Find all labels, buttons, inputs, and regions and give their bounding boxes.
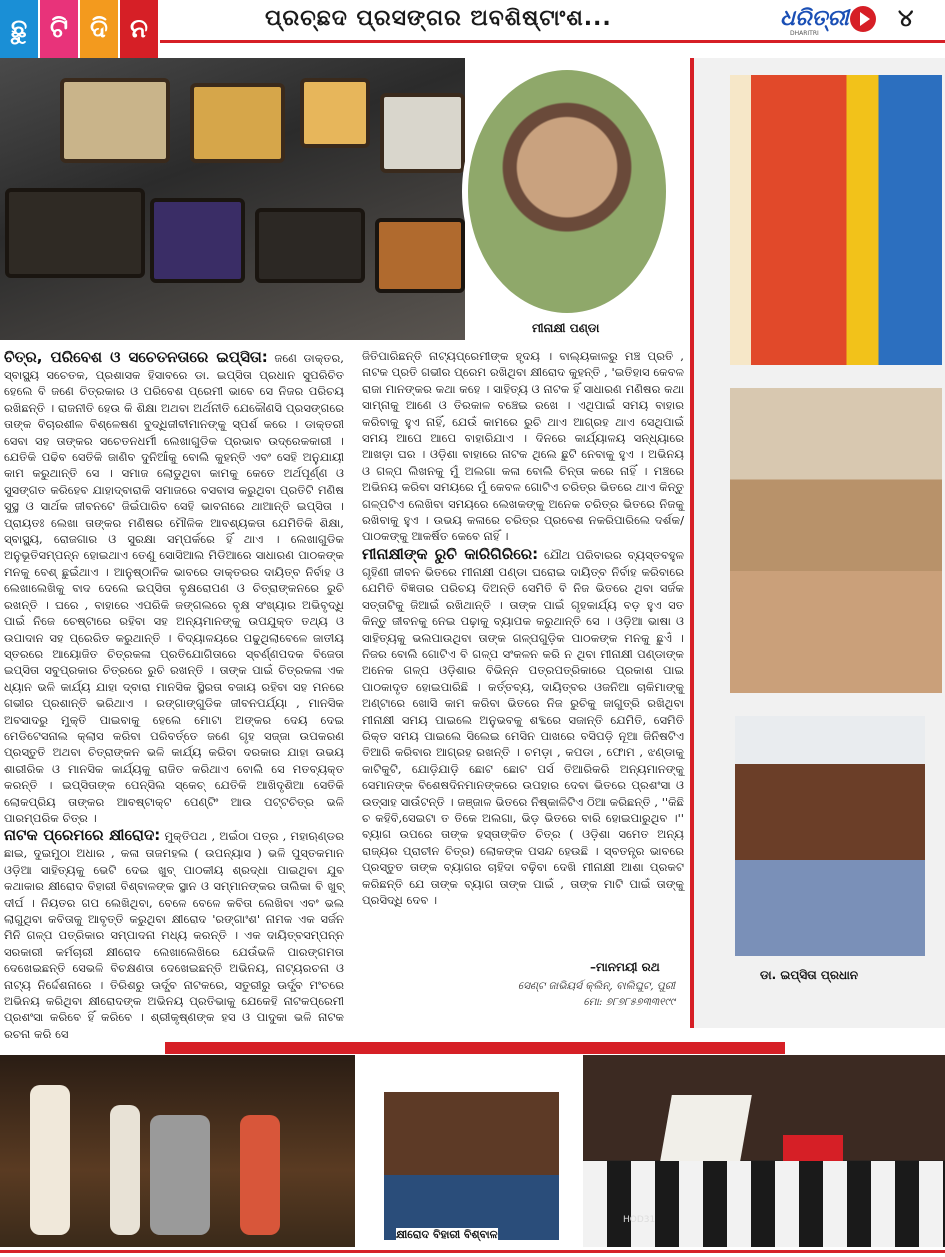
section-heading: ନାଟକ ପ୍ରେମରେ କ୍ଷୀରୋଦ: [4,826,161,845]
logo-letter: ଛୁ [0,0,40,58]
author-phone: ମୋ: ୭୮୭୮୫୭୩୩୧୯୯ [583,996,675,1008]
photo-watermark: HOD31 [623,1215,656,1225]
portrait-caption: ମୀନାକ୍ଷୀ ପଣ୍ଡା [528,321,603,336]
footer-rule [0,1250,945,1253]
doctor-photo [735,716,925,956]
article-paragraph: ଜିତିପାରିଛନ୍ତି ନାଟ୍ୟପ୍ରେମୀଙ୍କ ହୃଦୟ । ବାଲ୍ୟକାଳରୁ ମଞ୍ଚ ପ୍ରତି , ନାଟକ ପ୍ରତି ଗଭୀର ପ୍ରେମ ରଖିଥିବା କ୍ଷୀରୋଦ କୁହନ୍ତି , 'ଇତିହାସ କେବଳ ରାଜା ମାନଙ୍କର କଥା କହେ । ସାହିତ୍ୟ ଓ ନାଟକ ହିଁ ସାଧାରଣ ମଣିଷର କଥା ସାମ୍ନାକୁ ଆଣେ ଓ ତିରକାଳ ବଞ୍ଚେଇ ରଖେ । ଏଥିପାଇଁ ସମୟ ବାହାର କରିବାକୁ ହୁଏ ନାହିଁ, ଯେଉଁ କାମରେ ରୁଚି ଥାଏ ଆଗ୍ରହ ଥାଏ ସେଥିପାଇଁ ସମୟ ଆପେ ଆପେ ବାହାରିଯାଏ । ଦିନରେ କାର୍ଯ୍ୟାଳୟ ସନ୍ଧ୍ୟାରେ ଆଖଡ଼ା ଘର । ଓଡ଼ିଶା ବାହାରେ ନାଟକ ଥିଲେ ଛୁଟି ନେବାକୁ ହୁଏ । ଅଭିନୟ ଓ ଗଳ୍ପ ଲିଖନକୁ ମୁଁ ଅଲଗା କଳା ବୋଲି ଚିନ୍ତା କରେ ନାହିଁ । ମଞ୍ଚରେ ଅଭିନୟ କରିବା ସମୟରେ ମୁଁ କେବଳ ଗୋଟିଏ ଚରିତ୍ର ଭିତରେ ଥାଏ କିନ୍ତୁ ଗଳ୍ପଟିଏ ଲେଖିବା ସମୟରେ ଲେଖକଙ୍କୁ ଅନେକ ଚରିତ୍ର ଭିତରେ ନିଜକୁ ରଖିବାକୁ ହୁଏ । ଉଭୟ କଳାରେ ଚରିତ୍ର ପ୍ରବେଶ ନକରିପାରିଲେ ଦର୍ଶକ/ପାଠକଙ୍କୁ ଆକର୍ଷିତ କେବେ ନାହିଁ । [362,349,684,544]
header-rule [160,40,945,43]
section-logo [0,0,160,58]
section-heading: ଚିତ୍ର, ପରିବେଶ ଓ ସଚେତନତାରେ ଇପ୍ସିତା: [4,348,268,366]
doctor-caption: ଡା. ଇପ୍ସିତା ପ୍ରଧାନ [760,968,859,982]
article-paragraph: ଜଣେ ଡାକ୍ତର, ସ୍ବାସ୍ଥ୍ୟ ସଚେତକ, ପ୍ରଶାସକ ହିସାବରେ ଡା. ଇପ୍ସିତା ପ୍ରଧାନ ସୁପରିଚିତ ହେଲେ ବି ଜଣେ ଚିତ୍ରକାର ଓ ପରିବେଶ ପ୍ରେମୀ ଭାବେ ସେ ନିଜର ପରିଚୟ ରଖିଛନ୍ତି । ରାଜନୀତି ହେଉ କି ଶିକ୍ଷା ଅଥବା ଅର୍ଥନୀତି ଯେକୌଣସି ପ୍ରସଙ୍ଗରେ ତାଙ୍କ ବିଚାରଶୀଳ ବିଶ୍ଳେଷଣ ବୁଦ୍ଧିଜୀବୀମାନଙ୍କୁ ସ୍ପର୍ଶ କରେ । ଡାକ୍ତରୀ ସେବା ସହ ତାଙ୍କର ସଚେତନଧର୍ମୀ ଲେଖାଗୁଡିକ ପ୍ରଭାବ ଉଦ୍ରେକକାରୀ । ଯେତିକି ପଢିବ ସେତିକି ଜାଣିବ ଦୁନିଆଁକୁ ବୋଲି କୁହନ୍ତି ଏବଂ ସେହି ଅନୁଯାୟୀ କାମ କରୁଥାନ୍ତି ସେ । ସମାଜ ଲୋଡୁଥିବା କାମକୁ କେତେ ଅର୍ଥପୂର୍ଣ୍ଣ ଓ ସୁସଙ୍ଗତ କରିହେବ ଯାହାଦ୍ବାରାକି ସମାଜରେ ବସବାସ କରୁଥିବା ପ୍ରତିଟି ମଣିଷ ସୁସ୍ଥ ଓ ସାର୍ଥକ ଜୀବନଟେ ଜିଇଁପାରିବ ସେହି ଭାବନାରେ ଥାଆନ୍ତି ଇପ୍ସିତା । ପ୍ରାୟତଃ ଲେଖା ତାଙ୍କର ମଣିଷର ମୌଳିକ ଆବଶ୍ୟକତା ଯେମିତିକି ଶିକ୍ଷା, ସ୍ବାସ୍ଥ୍ୟ, ରୋଜଗାର ଓ ସୁରକ୍ଷା ସମ୍ପର୍କରେ ହିଁ ଥାଏ । ଲେଖାଗୁଡିକ ଅନୁଭୂତିସମ୍ପନ୍ନ ହୋଇଥାଏ ତେଣୁ ସୋସିଆଲ ମିଡିଆରେ ସାଧାରଣ ପାଠକଙ୍କ ମନକୁ ବେଶ୍ ଛୁଇଁଥାଏ । ଆନୁଷ୍ଠାନିକ ଭାବରେ ଡାକ୍ତରର ଦାୟିତ୍ବ ନିର୍ବାହ ଓ ଲେଖାଲେଖିକୁ ବାଦ ଦେଲେ ଇପ୍ସିତା ବୃକ୍ଷରୋପଣ ଓ ଚିତ୍ରାଙ୍କନରେ ରୁଚି ରଖନ୍ତି । ଘରେ , ବାହାରେ ଏପରିକି ଜଙ୍ଗଲରେ ବୃକ୍ଷ ସଂଖ୍ୟାର ଅଭିବୃଦ୍ଧି ପାଇଁ ନିଜେ ଚେଷ୍ଟାରେ ରହିବା ସହ ଅନ୍ୟମାନଙ୍କୁ ଉପଯୁକ୍ତ ତଥ୍ୟ ଓ ଉପାଦାନ ସହ ପ୍ରେରିତ କରୁଥାନ୍ତି । ବିଦ୍ୟାଳୟରେ ପଢୁଥିଲାବେଳେ ଜାତୀୟ ସ୍ତରରେ ଆୟୋଜିତ ଚିତ୍ରକଳା ପ୍ରତିଯୋଗିତାରେ ସ୍ବର୍ଣ୍ଣପଦକ ବିଜେତା ଇପ୍ସିତା ସବୁପ୍ରକାର ଚିତ୍ରରେ ରୁଚି ରଖନ୍ତି । ତାଙ୍କ ପାଇଁ ଚିତ୍ରକଳା ଏକ ଧ୍ୟାନ ଭଳି କାର୍ଯ୍ୟ ଯାହା ଦ୍ବାରା ମାନସିକ ସ୍ଥିରତା ବଜାୟ ରହିବା ସହ ମନରେ ଗଭୀର ପ୍ରଶାନ୍ତି ଭରିଥାଏ । ରଙ୍ଗାଙ୍ଗୁଡିକ ଜୀବନପର୍ଯ୍ୟା , ମାନସିକ ଅବସାଦରୁ ମୁକ୍ତି ପାଇବାକୁ ହେଲେ ମୋଟା ଅଙ୍କର ଦେୟ ଦେଇ ମେଡିଟେସନାଲ କ୍ଲାସ କରିବା ପରିବର୍ତ୍ତେ ଜଣେ ଗୃହ ସଜ୍ଜା ଉପକରଣ ପ୍ରସ୍ତୁତି ଅଥବା ଚିତ୍ରାଙ୍କନ ଭଳି କାର୍ଯ୍ୟ କରିବା ଦରକାର ଯାହା ଉଭୟ ଶାରୀରିକ ଓ ମାନସିକ କାର୍ଯ୍ୟକୁ ରାଜିତ କରିଥାଏ ବୋଲି ସେ ମତବ୍ୟକ୍ତ କରନ୍ତି । ଇପ୍ସିତାଙ୍କ ପେନ୍ସିଲ ସ୍କେଚ୍ ଯେତିକି ଆଖିଦୃଶିଆ ସେତିକି ଲୋକପ୍ରିୟ ତାଙ୍କର ଆବଷ୍ଟାକ୍ଟ ପେଣ୍ଟିଂ ଆଉ ପଟ୍ଟଚିତ୍ର ଭଳି ପାରମ୍ପରିକ ଚିତ୍ର । [4,351,344,825]
article-paragraph: ମୁକ୍ତିପଥ , ଅଇଁଠା ପତ୍ର , ମହାଋଣ୍ଡର ଛାଇ, ଦୁଇମୁଠା ଅଧାର , କଳା ତାଜମହଲ ( ଉପନ୍ୟାସ ) ଭଳି ପୁସ୍ତକମାନ ଓଡ଼ିଆ ସାହିତ୍ୟକୁ ଭେଟି ଦେଇ ଖୁବ୍ ପାଠକୀୟ ଶ୍ରଦ୍ଧା ପାଇଥିବା ଯୁବ କଥାକାର କ୍ଷୀରୋଦ ବିହାରୀ ବିଶ୍ବାଳଙ୍କ ସ୍ଥାନ ଓ ସମ୍ମାନଙ୍କର ତାଲିକା ବି ଖୁବ୍ ଦୀର୍ଘ । ନିୟତର ଗପ ଲେଖିଥିବା, ବେଳେ ବେଳେ କବିତା ଲେଖିବା ଏବଂ ଭଲ ଲାଗୁଥିବା କବିତାକୁ ଆବୃତ୍ତି କରୁଥିବା କ୍ଷୀରୋଦ 'ରଙ୍ଗାଂଶ' ନାମକ ଏକ ସର୍ଜନ ମିନି ଗଳ୍ପ ପତ୍ରିକାର ସମ୍ପାଦନା ମଧ୍ୟ କରନ୍ତି । ଏକ ଦାୟିତ୍ବସମ୍ପନ୍ନ ସରକାରୀ କର୍ମଚାରୀ କ୍ଷୀରୋଦ ଲେଖାଲେଖିରେ ଯେଉଁଭଳି ପାରଙ୍ଗମତା ଦେଖେଇଛନ୍ତି ସେଭଳି ବିଚକ୍ଷଣତା ଦେଖେଇଛନ୍ତି ଅଭିନୟ, ନାଟ୍ୟରଚନା ଓ ନାଟ୍ୟ ନିର୍ଦ୍ଦେଶନାରେ । ତିରିଶରୁ ଊର୍ଦ୍ଧ୍ବ ନାଟକରେ, ସତୁରୀରୁ ଊର୍ଦ୍ଧ୍ବ ମଂଚରେ ଅଭିନୟ କରିଥିବା କ୍ଷୀରୋଦଙ୍କ ଅଭିନୟ ପ୍ରତିଭାକୁ ଯେକେହି ନାଟକପ୍ରେମୀ ପ୍ରଶଂସା କରିବେ ହିଁ କରିବେ । ଶ୍ରୀକୃଷ୍ଣଙ୍କ ହସ ଓ ପାଦୁକା ଭଳି ନାଟକ ରଚନା କରି ସେ [4,829,344,1041]
actor-caption: କ୍ଷୀରୋଦ ବିହାରୀ ବିଶ୍ବାଳ [396,1228,498,1241]
logo-letter: ଦି [80,0,120,58]
handbags-photo [0,58,465,340]
author-signature: –ମାନମୟୀ ରଥ [590,960,660,974]
stage-scene-photo [583,1055,945,1247]
painting-photo [730,75,942,365]
page-number: ୪ [898,4,914,32]
logo-letter: ନ [120,0,160,58]
section-heading: ମୀନାକ୍ଷୀଙ୍କ ରୁଚି କାରିଗିରିରେ: [362,544,539,563]
article-column-1 [4,348,344,1042]
portrait-photo [462,64,672,319]
brand-name: ଧରିତ୍ରୀ [780,6,849,31]
logo-letter: ଟି [40,0,80,58]
article-paragraph: ଯୌଥ ପରିବାରର ବ୍ୟସ୍ତବହୁଳ ଗୃହିଣୀ ଜୀବନ ଭିତରେ ମୀନାକ୍ଷୀ ପଣ୍ଡା ଘରୋଇ ଦାୟିତ୍ବ ନିର୍ବାହ କରିବାରେ ଯେମିତି ବିଜ୍ଞତାର ପରିଚୟ ଦିଅନ୍ତି ସେମିତି ବି ନିଜ ଭିତରେ ଥିବା ସର୍ଜକ ସତ୍ତାଟିକୁ ଜିଆଇଁ ରଖିଥାନ୍ତି । ତାଙ୍କ ପାଇଁ ଗୃହକାର୍ଯ୍ୟ ବଡ଼ ହୁଏ ସତ କିନ୍ତୁ ଜୀବନକୁ ନେଇ ପଢ଼ାକୁ ବ୍ୟାପକ କରୁଥାନ୍ତି ସେ । ଓଡ଼ିଆ ଭାଷା ଓ ସାହିତ୍ୟକୁ ଭଲପାଉଥିବା ତାଙ୍କ ଗଳ୍ପଗୁଡ଼ିକ ପାଠକଙ୍କ ମନକୁ ଛୁଏଁ । ନିଜର ବୋଲି ଗୋଟିଏ ବି ଗଳ୍ପ ସଂକଳନ କରି ନ ଥିବା ମୀନାକ୍ଷୀ ପଣ୍ଡାଙ୍କ ଅନେକ ଗଳ୍ପ ଓଡ଼ିଶାର ବିଭିନ୍ନ ପତ୍ରପତ୍ରିକାରେ ପ୍ରକାଶ ପାଇ ପାଠକାଦୃତ ହୋଇପାରିଛି । କର୍ତ୍ତବ୍ୟ, ଦାୟିତ୍ବର ଓଜନିଆ ଚାକିମାଙ୍କୁ ଅଣ୍ଟାରେ ଖୋସି କାମ କରିବା ଭିତରେ ନିଜ ରୁଚିକୁ ଜାଗୁତ୍ରି ରଖିଥିବା ମୀନାକ୍ଷୀ ସମୟ ପାଇଲେ ଅନୁଭବକୁ ଶବ୍ଦରେ ସଜାନ୍ତି ଯେମିତି, ସେମିତି ରିକ୍ତ ସମୟ ପାଇଲେ ସିଲେଇ ମେସିନ ପାଖରେ ବସିପଡ଼ି ନୂଆ ଜିନିଷଟିଏ ତିଆରି କରିବାର ଆଗ୍ରହ ରଖନ୍ତି । ଚମଡ଼ା , କପଡା , ଫୋମ , ଝଣ୍ଡାକୁ କାଟିକୁଟି, ଯୋଡ଼ିଯାଡ଼ି ଛୋଟ ଛୋଟ ପର୍ସ ତିଆରିକରି ଅନ୍ୟମାନଙ୍କୁ ସେମାନଙ୍କ ବିଶେଷଦିନମାନଙ୍କରେ ଉପହାର ଦେବା ଭିତରେ ପ୍ରଶଂସା ଓ ଉତ୍ସାହ ସାଉଁଟନ୍ତି । ଜଞ୍ଜାଳ ଭିତରେ ନିଷ୍କାଳିଟିଏ ଠିଆ କରିଛନ୍ତି , ''କିଛି ଚ କହିବି,ସେଇଟା ତ ତିକେ ଅଲଗା, ଭିଡ଼ ଭିତରେ ବାରି ହୋଇପାରୁଥିବ ।'' ବ୍ୟାଗ ଉପରେ ତାଙ୍କ ହସ୍ତାଙ୍କିତ ଚିତ୍ର ( ଓଡ଼ିଶା ସମେତ ଅନ୍ୟ ରାଜ୍ୟର ପ୍ରାଚୀନ ଚିତ୍ର) ଲୋକଙ୍କ ପସନ୍ଦ ହେଉଛି । ସ୍ବତନ୍ତ୍ର ଭାବରେ ପ୍ରସ୍ତୁତ ତାଙ୍କ ବ୍ୟାଗର ଚାହିଦା ବଢ଼ିବା ଦେଖି ମୀନାକ୍ଷୀ ଆଶା ପ୍ରକଟ କରିଛନ୍ତି ଯେ ତାଙ୍କ ବ୍ୟାଗ ତାଙ୍କ ପାଇଁ , ତାଙ୍କ ମାଟି ପାଇଁ ତାଙ୍କୁ ପ୍ରସିଦ୍ଧି ଦେବ । [362,547,684,907]
craft-collage-photo [730,388,942,693]
play-icon [850,6,876,32]
brand-subtitle: DHARITRI [790,30,819,37]
stage-play-photo [0,1055,355,1247]
bottom-red-bar [165,1042,785,1054]
article-column-2 [362,348,684,908]
page-title: ପ୍ରଚ୍ଛଦ ପ୍ରସଙ୍ଗର ଅବଶିଷ୍ଟାଂଶ... [265,6,612,31]
author-address: ସେଣ୍ଟ ଜାଭିୟର୍ସ କ୍ଲିନ୍, ବାଲିଘୁଟ, ପୁରୀ [517,980,675,992]
actor-photo [384,1055,559,1240]
